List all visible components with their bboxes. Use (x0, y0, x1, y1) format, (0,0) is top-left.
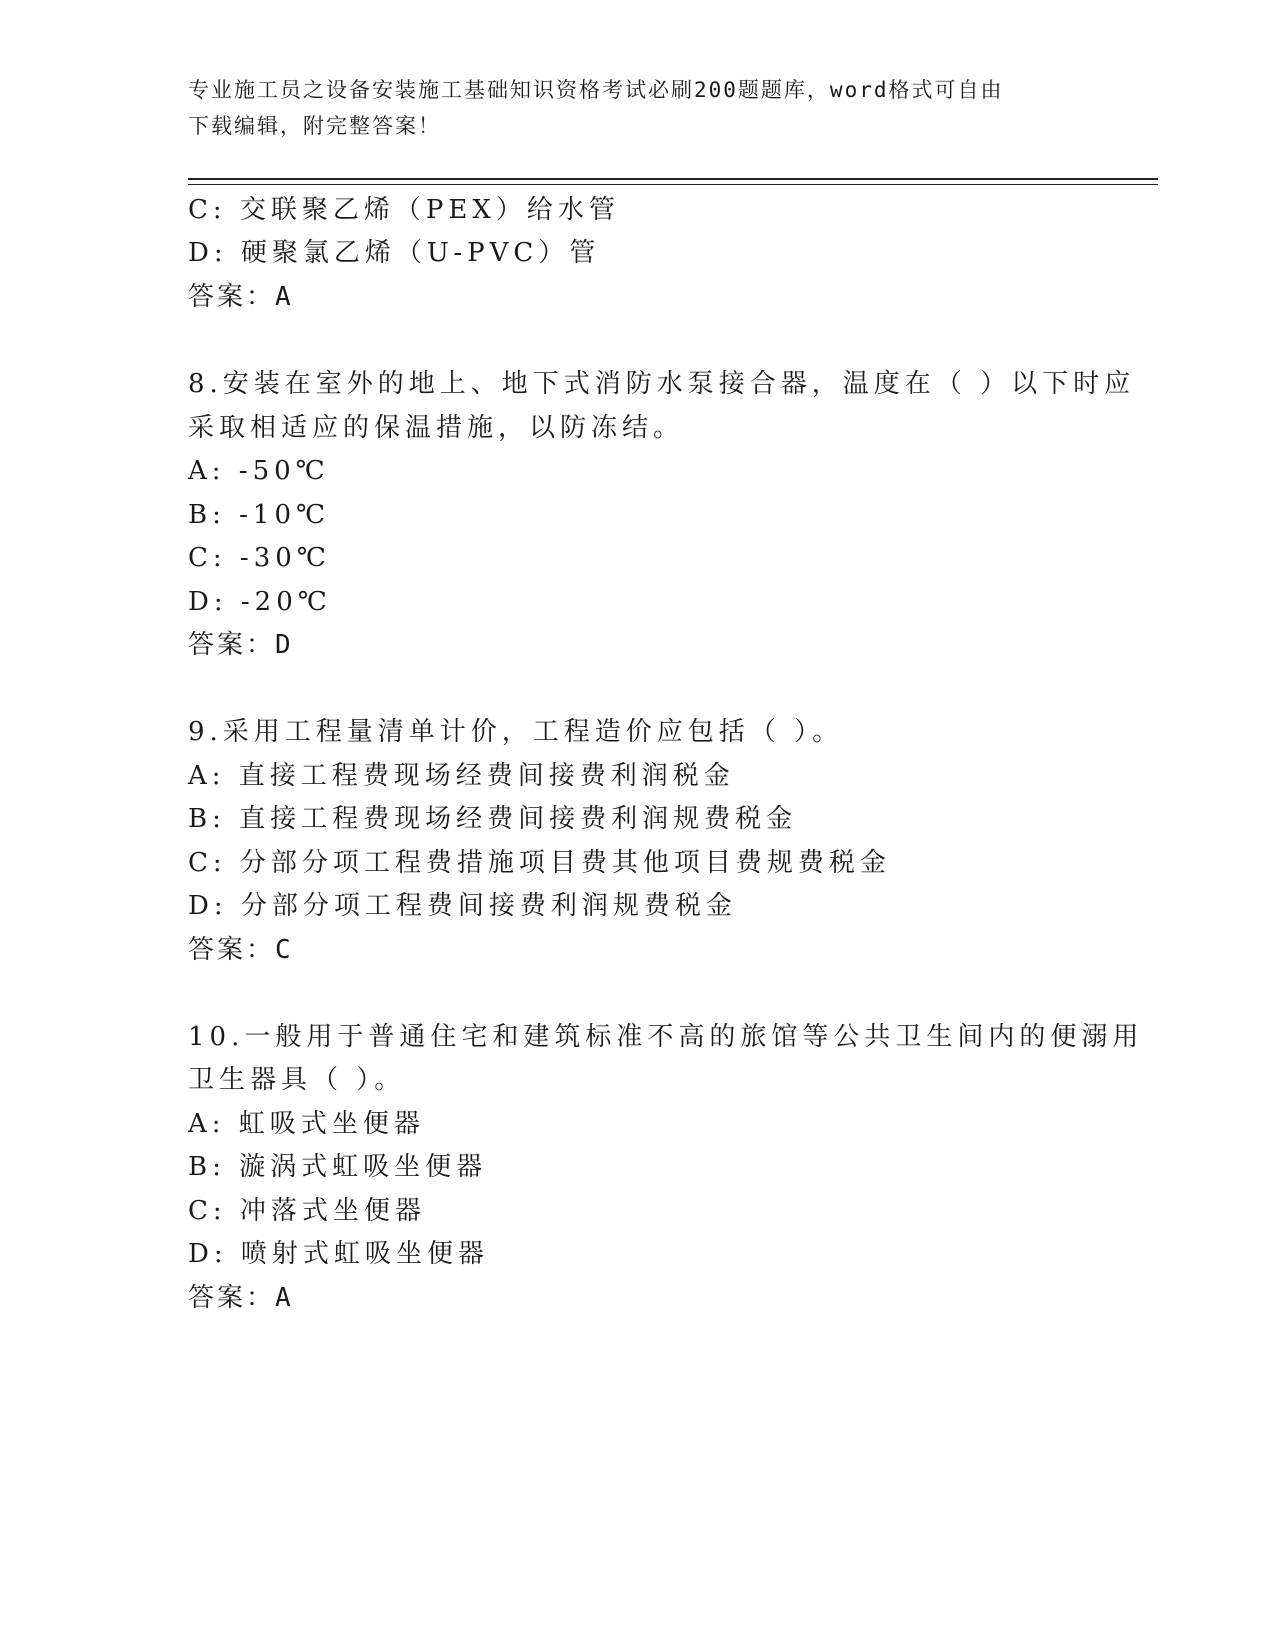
answer-label: 答案： (188, 935, 276, 965)
q10-option-a: A: 虹吸式坐便器 (188, 1109, 425, 1139)
answer-label: 答案： (188, 630, 276, 660)
header-divider-thin (188, 184, 1158, 185)
q8-option-a: A: -50℃ (188, 456, 330, 486)
q8-stem-line-2: 采取相适应的保温措施，以防冻结。 (188, 413, 685, 443)
q9-answer (188, 933, 294, 967)
q10-stem-line-2: 卫生器具（ ）。 (188, 1065, 406, 1095)
header-line-2: 下载编辑，附完整答案！ (188, 114, 441, 138)
q8-stem-line-1: 8.安装在室外的地上、地下式消防水泵接合器，温度在（ ）以下时应 (188, 369, 1136, 399)
q9-stem-line-1: 9.采用工程量清单计价，工程造价应包括（ ）。 (188, 717, 844, 747)
q10-answer (188, 1281, 294, 1315)
q8-option-b: B: -10℃ (188, 500, 331, 530)
header-line-1: 专业施工员之设备安装施工基础知识资格考试必刷200题题库，word格式可自由 (188, 78, 1004, 102)
q10-stem-line-1: 10.一般用于普通住宅和建筑标准不高的旅馆等公共卫生间内的便溺用 (188, 1022, 1144, 1052)
answer-label: 答案： (188, 1283, 276, 1313)
answer-label: 答案： (188, 282, 276, 312)
q9-option-d: D: 分部分项工程费间接费利润规费税金 (188, 891, 737, 921)
q10-option-b: B: 漩涡式虹吸坐便器 (188, 1152, 488, 1182)
q8-answer (188, 628, 294, 662)
q8-option-c: C: -30℃ (188, 543, 331, 573)
header-divider-thick (188, 178, 1158, 180)
q10-option-d: D: 喷射式虹吸坐便器 (188, 1239, 489, 1269)
q7-answer (188, 280, 294, 314)
q9-option-c: C: 分部分项工程费措施项目费其他项目费规费税金 (188, 848, 891, 878)
q8-option-d: D: -20℃ (188, 587, 332, 617)
document-header (188, 72, 1088, 144)
q7-option-c: C: 交联聚乙烯（PEX）给水管 (188, 195, 620, 225)
answer-value: D (275, 630, 294, 660)
answer-value: A (275, 282, 294, 312)
q10-option-c: C: 冲落式坐便器 (188, 1196, 426, 1226)
answer-value: A (275, 1283, 294, 1313)
answer-value: C (275, 935, 294, 965)
q7-option-d: D: 硬聚氯乙烯（U-PVC）管 (188, 238, 601, 268)
q9-option-b: B: 直接工程费现场经费间接费利润规费税金 (188, 804, 798, 834)
q9-option-a: A: 直接工程费现场经费间接费利润税金 (188, 761, 735, 791)
